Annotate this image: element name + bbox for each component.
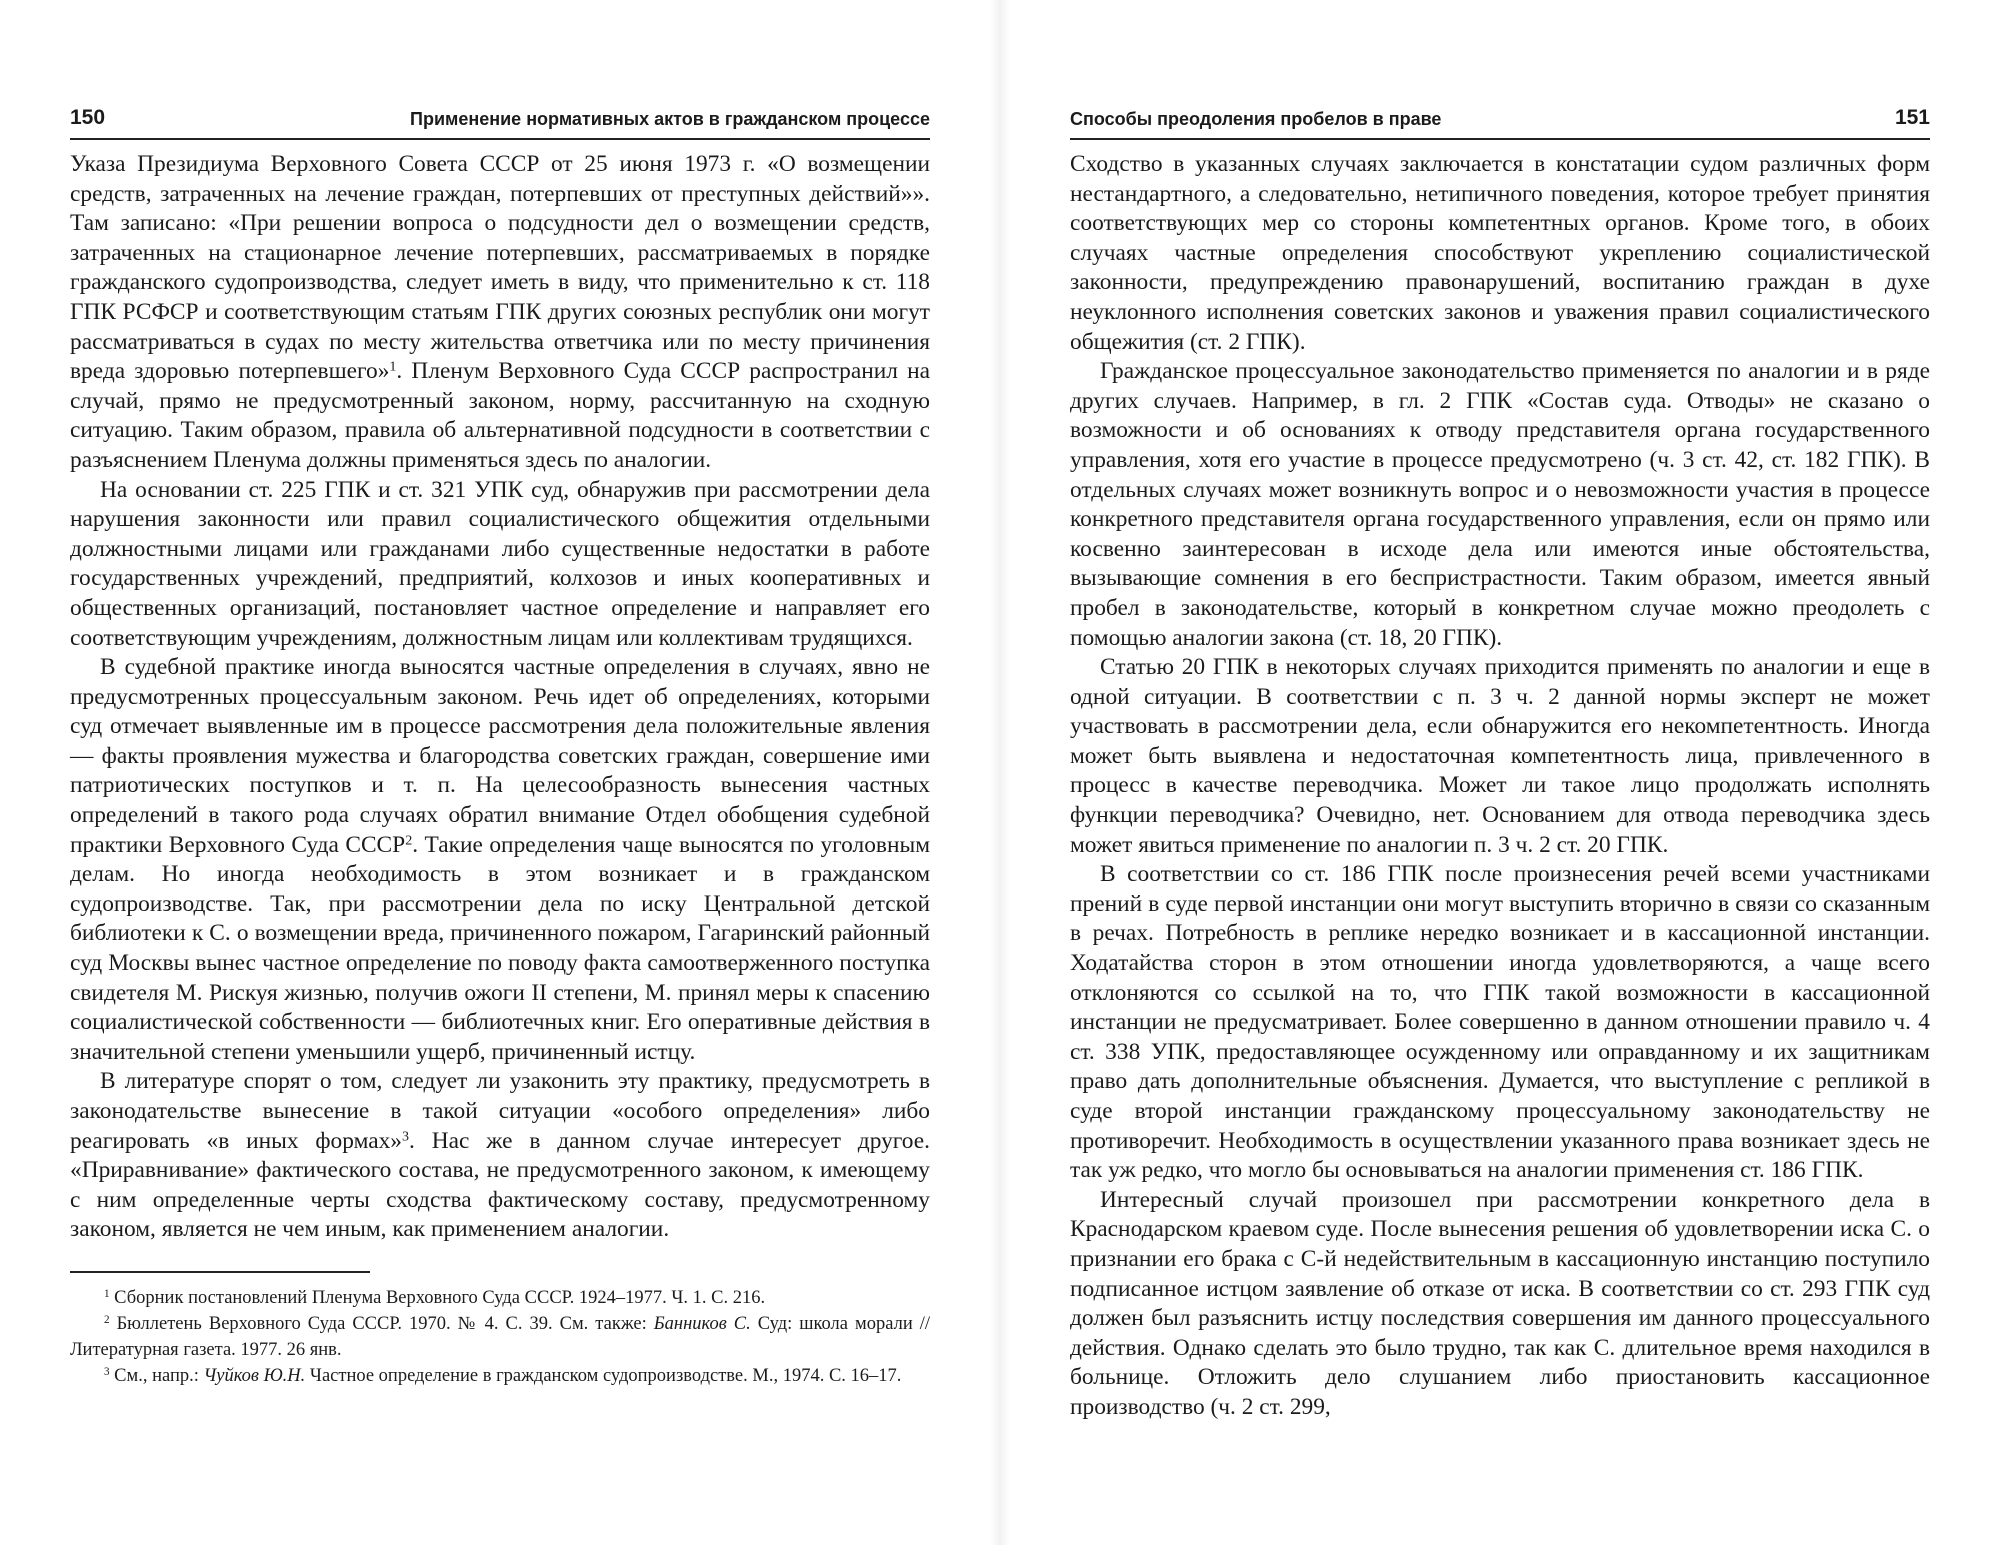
footnote-divider [70, 1271, 370, 1273]
paragraph: Статью 20 ГПК в некоторых случаях приходится применять по аналогии и еще в одной ситуации. В соответствии с п. 3 ч. 2 данной нормы эксперт не может участвовать в рассмотрении дела, если обнаружится его некомпетентность. Иногда может быть выявлена и недостаточная компетентность лица, привлеченного в процесс в качестве переводчика. Может ли такое лицо продолжать исполнять функции переводчика? Очевидно, нет. Основанием для отвода переводчика здесь может явиться применение по аналогии п. 3 ч. 2 ст. 20 ГПК. [1070, 654, 1930, 858]
right-page [1070, 104, 1930, 1423]
paragraph: Указа Президиума Верховного Совета СССР от 25 июня 1973 г. «О возмещении средств, затраченных на лечение граждан, потерпевших от преступных действий»». Там записано: «При решении вопроса о подсудности дел о возмещении средств, затраченных на стационарное лечение потерпевших, рассматриваемых в порядке гражданского судопроизводства, следует иметь в виду, что применительно к ст. 118 ГПК РСФСР и соответствующим статьям ГПК других союзных республик они могут рассматриваться в судах по месту жительства ответчика или по месту причинения вреда здоровью потерпевшего»$^1$. Пленум Верховного Суда СССР распространил на случай, прямо не предусмотренный законом, норму, рассчитанную на сходную ситуацию. Таким образом, правила об альтернативной подсудности в соответствии с разъяснением Пленума должны применяться здесь по аналогии. [70, 151, 930, 473]
footnote: $^3$ См., напр.: Чуйков Ю.Н. Частное определение в гражданском судопроизводстве. М., 1974. С. 16–17. [104, 1365, 902, 1386]
left-page [70, 104, 930, 1389]
footnote-ref: 2 [405, 831, 413, 848]
footnote: $^2$ Бюллетень Верховного Суда СССР. 1970. № 4. С. 39. См. также: Банников С. Суд: школа морали // Литературная газета. 1977. 26 янв. [70, 1313, 931, 1360]
paragraph: Гражданское процессуальное законодательство применяется по аналогии и в ряде других случаев. Например, в гл. 2 ГПК «Состав суда. Отводы» не сказано о возможности и об основаниях к отводу представителя органа государственного управления, хотя его участие в процессе предусмотрено (ч. 3 ст. 42, ст. 182 ГПК). В отдельных случаях может возникнуть вопрос и о невозможности участия в процессе конкретного представителя органа государственного управления, если он прямо или косвенно заинтересован в исходе дела или имеются иные обстоятельства, вызывающие сомнения в его беспристрастности. Таким образом, имеется явный пробел в законодательстве, который в конкретном случае можно преодолеть с помощью аналогии закона (ст. 18, 20 ГПК). [1070, 358, 1930, 651]
page-number: 151 [1894, 106, 1930, 129]
paragraph: В судебной практике иногда выносятся частные определения в случаях, явно не предусмотренных процессуальным законом. Речь идет об определениях, которыми суд отмечает выявленные им в процессе рассмотрения дела положительные явления — факты проявления мужества и благородства советских граждан, совершение ими патриотических поступков и т. п. На целесообразность вынесения частных определений в такого рода случаях обратил внимание Отдел обобщения судебной практики Верховного Суда СССР$^2$. Такие определения чаще выносятся по уголовным делам. Но иногда необходимость в этом возникает и в гражданском судопроизводстве. Так, при рассмотрении дела по иску Центральной детской библиотеки к С. о возмещении вреда, причиненного пожаром, Гагаринский районный суд Москвы вынес частное определение по поводу факта самоотверженного поступка свидетеля М. Рискуя жизнью, получив ожоги II степени, М. принял меры к спасению социалистической собственности — библиотечных книг. Его оперативные действия в значительной степени уменьшили ущерб, причиненный истцу. [70, 654, 930, 1065]
footnotes [70, 1285, 930, 1389]
running-head [1070, 104, 1930, 140]
book-gutter [990, 0, 1010, 1545]
footnote-ref: 3 [402, 1127, 410, 1144]
running-head [70, 104, 930, 140]
paragraph: Интересный случай произошел при рассмотрении конкретного дела в Краснодарском краевом суде. После вынесения решения об удовлетворении иска С. о признании его брака с С-й недействительным в кассационную инстанцию поступило подписанное истцом заявление об отказе от иска. В соответствии со ст. 293 ГПК суд должен был разъяснить истцу последствия совершения им данного процессуального действия. Однако сделать это было трудно, так как С. длительное время находился в больнице. Отложить дело слушанием либо приостановить кассационное производство (ч. 2 ст. 299, [1070, 1186, 1930, 1420]
body-text [1070, 150, 1930, 1423]
page-number: 150 [70, 106, 106, 129]
body-text [70, 150, 930, 1245]
paragraph: В соответствии со ст. 186 ГПК после произнесения речей всеми участниками прений в суде первой инстанции они могут выступить вторично в связи со сказанным в речах. Потребность в реплике нередко возникает и в кассационной инстанции. Ходатайства сторон в этом отношении иногда удовлетворяются, а чаще всего отклоняются со ссылкой на то, что ГПК такой возможности в кассационной инстанции не предусматривает. Более совершенно в данном отношении правило ч. 4 ст. 338 УПК, предоставляющее осужденному или оправданному и их защитникам право дать дополнительные объяснения. Думается, что выступление с репликой в суде второй инстанции гражданскому процессуальному законодательству не противоречит. Необходимость в осуществлении указанного права возникает здесь не так уж редко, что могло бы основываться на аналогии применения ст. 186 ГПК. [1070, 861, 1930, 1184]
paragraph: На основании ст. 225 ГПК и ст. 321 УПК суд, обнаружив при рассмотрении дела нарушения законности или правил социалистического общежития отдельными должностными лицами или гражданами либо существенные недостатки в работе государственных учреждений, предприятий, колхозов и иных кооперативных и общественных организаций, постановляет частное определение и направляет его соответствующим учреждениям, должностным лицам или коллективам трудящихся. [70, 476, 930, 651]
paragraph: Сходство в указанных случаях заключается в констатации судом различных форм нестандартного, а следовательно, нетипичного поведения, которое требует принятия соответствующих мер со стороны компетентных органов. Кроме того, в обоих случаях частные определения способствуют укреплению социалистической законности, предупреждению правонарушений, воспитанию граждан в духе неуклонного исполнения советских законов и уважения правил социалистического общежития (ст. 2 ГПК). [1070, 151, 1930, 355]
footnote-ref: 1 [389, 358, 397, 375]
footnote: $^1$ Сборник постановлений Пленума Верховного Суда СССР. 1924–1977. Ч. 1. С. 216. [104, 1287, 766, 1308]
paragraph: В литературе спорят о том, следует ли узаконить эту практику, предусмотреть в законодательстве вынесение в такой ситуации «особого определения» либо реагировать «в иных формах»$^3$. Нас же в данном случае интересует другое. «Приравнивание» фактического состава, не предусмотренного законом, к имеющему с ним определенные черты сходства фактическому составу, предусмотренному законом, является не чем иным, как применением аналогии. [70, 1068, 931, 1243]
running-title: Применение нормативных актов в гражданском процессе [410, 109, 930, 129]
running-title: Способы преодоления пробелов в праве [1070, 109, 1442, 129]
